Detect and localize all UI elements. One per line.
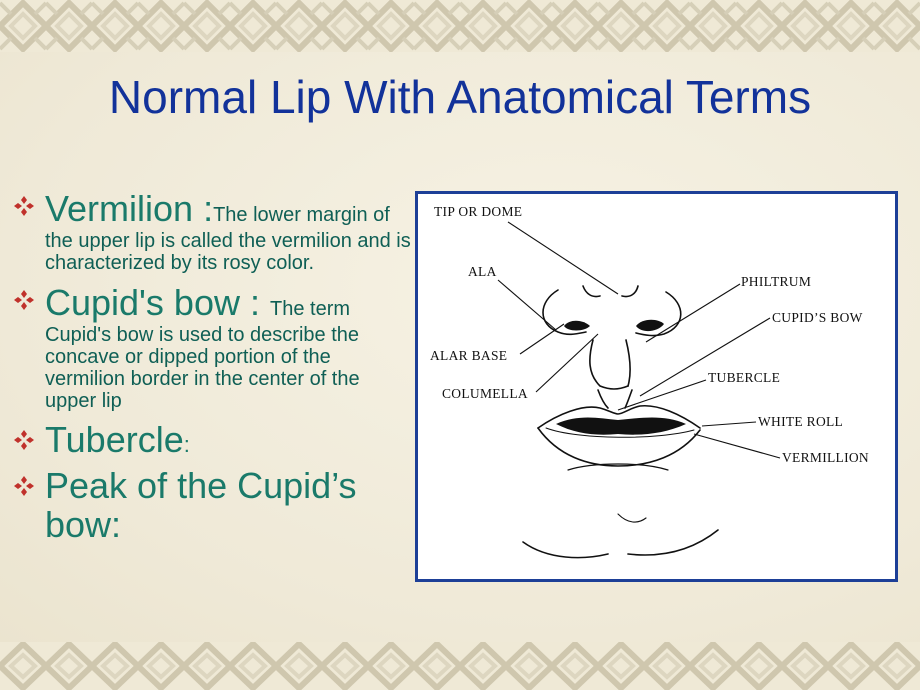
- bullet-description: The lower margin of the upper lip is called the vermilion and is characterized by its rosy color.: [45, 204, 411, 274]
- bullet-separator: :: [183, 432, 190, 457]
- label-tubercle: TUBERCLE: [708, 370, 781, 385]
- diamond-cluster-icon: [12, 428, 36, 452]
- slide-title: Normal Lip With Anatomical Terms: [108, 71, 812, 123]
- label-alar-base: ALAR BASE: [430, 348, 508, 363]
- diamond-cluster-icon: [12, 194, 36, 218]
- decorative-top-border: [0, 0, 920, 52]
- label-columella: COLUMELLA: [442, 386, 528, 401]
- bullet-separator: :: [193, 188, 214, 229]
- bullet-vermilion: [12, 188, 412, 274]
- label-tip-or-dome: TIP OR DOME: [434, 204, 523, 219]
- bullet-separator: :: [239, 282, 270, 323]
- label-philtrum: PHILTRUM: [741, 274, 812, 289]
- label-white-roll: WHITE ROLL: [758, 414, 844, 429]
- label-cupids-bow: CUPID’S BOW: [772, 310, 863, 325]
- diamond-cluster-icon: [12, 474, 36, 498]
- bullet-tubercle: [12, 419, 412, 460]
- bullet-term: Peak of the Cupid’s bow: [45, 465, 357, 545]
- bullet-cupids-bow: [12, 282, 412, 412]
- label-ala: ALA: [468, 264, 497, 279]
- bullet-term: Vermilion: [45, 188, 194, 229]
- label-vermillion: VERMILLION: [782, 450, 869, 465]
- lip-anatomy-figure: [415, 191, 898, 582]
- bullet-separator: :: [111, 504, 122, 545]
- bullet-description: The term Cupid's bow is used to describe the concave or dipped portion of the vermilion border in the center of the upper lip: [45, 298, 360, 412]
- bullet-list: [12, 188, 412, 546]
- diamond-cluster-icon: [12, 288, 36, 312]
- bullet-term: Cupid's bow: [45, 282, 240, 323]
- bullet-peak-cupids-bow: [12, 465, 412, 546]
- bullet-term: Tubercle: [45, 419, 184, 460]
- decorative-bottom-border: [0, 642, 920, 690]
